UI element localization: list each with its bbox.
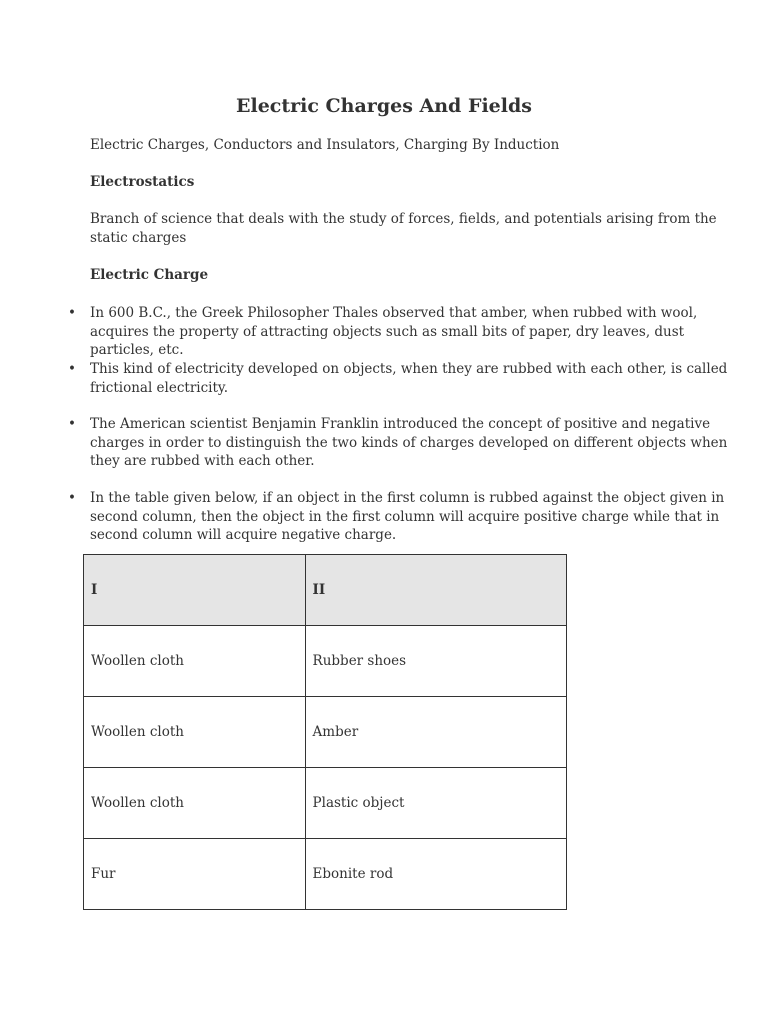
table-cell: Ebonite rod [305, 839, 566, 910]
table-header-row [84, 555, 567, 626]
bullet-icon: • [68, 490, 76, 506]
bullet-icon: • [68, 305, 76, 321]
section-text-electrostatics: Branch of science that deals with the study of forces, fields, and potentials arising from the static charges [90, 211, 717, 246]
table-row [84, 626, 567, 697]
table-row [84, 768, 567, 839]
bullet-text: The American scientist Benjamin Franklin introduced the concept of positive and negative charges in order to distinguish the two kinds of charges developed on different objects when they are rubbed with each other. [90, 416, 728, 469]
table-row [84, 839, 567, 910]
bullet-text: In the table given below, if an object in the first column is rubbed against the object given in second column, then the object in the first column will acquire positive charge while that in second column will acquire negative charge. [90, 490, 725, 543]
bullet-icon: • [68, 361, 76, 377]
section-heading-electric-charge: Electric Charge [90, 267, 209, 283]
table-header-cell: I [84, 555, 306, 626]
table-cell: Woollen cloth [84, 768, 306, 839]
bullet-text: This kind of electricity developed on objects, when they are rubbed with each other, is called frictional electricity. [90, 361, 728, 396]
list-item [68, 489, 735, 545]
table-cell: Plastic object [305, 768, 566, 839]
list-item [68, 415, 735, 471]
section-heading-electrostatics: Electrostatics [90, 174, 195, 190]
table-cell: Rubber shoes [305, 626, 566, 697]
table-cell: Woollen cloth [84, 626, 306, 697]
table-row [84, 697, 567, 768]
charges-table [83, 554, 567, 910]
list-item [68, 304, 735, 360]
bullet-text: In 600 B.C., the Greek Philosopher Thales observed that amber, when rubbed with wool, acquires the property of attracting objects such as small bits of paper, dry leaves, dust particles, etc. [90, 305, 698, 358]
subtitle: Electric Charges, Conductors and Insulators, Charging By Induction [90, 137, 560, 153]
table-cell: Woollen cloth [84, 697, 306, 768]
table-header-cell: II [305, 555, 566, 626]
bullet-icon: • [68, 416, 76, 432]
page-title: Electric Charges And Fields [236, 95, 532, 117]
table-cell: Amber [305, 697, 566, 768]
table-cell: Fur [84, 839, 306, 910]
list-item [68, 360, 735, 397]
